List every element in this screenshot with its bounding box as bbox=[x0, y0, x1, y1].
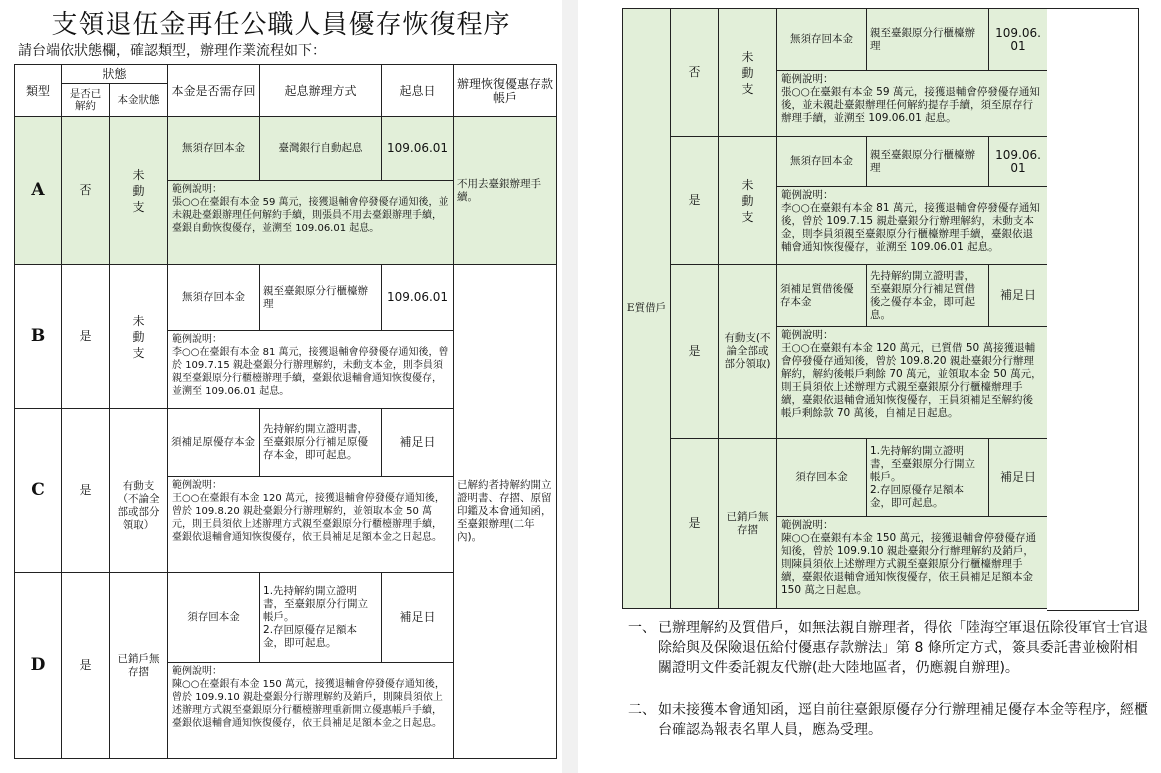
row-a-account-note: 不用去臺銀辦理手續。 bbox=[454, 117, 557, 265]
example-text: 張○○在臺銀有本金 59 萬元，接獲退輔會停發優存通知後，並未親赴臺銀辦理任何解約提存手續，須至原存行辦理手續，並溯至 109.06.01 起息。 bbox=[781, 86, 1040, 124]
row-bcd-account-note: 已解約者持解約開立證明書、存摺、原留印鑑及本會通知函，至臺銀辦理(二年內)。 bbox=[454, 265, 557, 759]
left-page bbox=[0, 0, 562, 773]
row-e3-date: 補足日 bbox=[989, 265, 1048, 327]
procedure-table bbox=[14, 64, 557, 759]
row-e3-terminated: 是 bbox=[671, 265, 719, 439]
row-e1-status: 未動支 bbox=[741, 49, 754, 96]
row-e-type: E質借戶 bbox=[623, 9, 671, 609]
row-e1-example bbox=[777, 71, 1048, 137]
row-e1-redeposit: 無須存回本金 bbox=[777, 9, 867, 71]
row-c-type: C bbox=[15, 409, 62, 573]
method-step-2: 2.存回原優存足額本金，即可起息。 bbox=[263, 624, 358, 649]
method-step-1: 1.先持解約開立證明書，至臺銀原分行開立帳戶。 bbox=[870, 445, 975, 483]
example-label: 範例說明： bbox=[172, 480, 223, 491]
row-e2-example bbox=[777, 187, 1048, 265]
note-number: 一、 bbox=[628, 620, 656, 636]
header-type: 類型 bbox=[15, 65, 62, 117]
header-terminated: 是否已解約 bbox=[62, 84, 110, 117]
example-label: 範例說明： bbox=[781, 329, 834, 341]
row-c-redeposit: 須補足原優存本金 bbox=[168, 409, 260, 477]
row-c-method: 先持解約開立證明書，至臺銀原分行補足原優存本金，即可起息。 bbox=[260, 409, 382, 477]
header-interest-date: 起息日 bbox=[382, 65, 454, 117]
row-e1-date: 109.06.01 bbox=[989, 9, 1048, 71]
header-accounts: 辦理恢復優惠存款帳戶 bbox=[454, 65, 557, 117]
row-e2-redeposit: 無須存回本金 bbox=[777, 137, 867, 187]
row-a-type: A bbox=[15, 117, 62, 265]
row-d-status: 已銷戶無存摺 bbox=[110, 573, 168, 759]
row-e4-example bbox=[777, 517, 1048, 609]
page-divider bbox=[562, 0, 578, 773]
row-e4-method bbox=[867, 439, 989, 517]
row-c-date: 補足日 bbox=[382, 409, 454, 477]
row-a-status: 未動支 bbox=[132, 167, 145, 214]
row-e1-terminated: 否 bbox=[671, 9, 719, 137]
page-title: 支領退伍金再任公職人員優存恢復程序 bbox=[51, 10, 511, 40]
example-text: 王○○在臺銀有本金 120 萬元，接獲退輔會停發優存通知後，曾於 109.8.20 親赴臺銀分行辦理解約，並領取本金 50 萬元，則王員須依上述辦理方式親至臺銀原分行櫃檯辦理手續，臺銀依退輔會通知恢復優存，依王員補足足額本金之日起息。 bbox=[172, 493, 445, 543]
row-d-date: 補足日 bbox=[382, 573, 454, 663]
row-d-redeposit: 須存回本金 bbox=[168, 573, 260, 663]
row-b-type: B bbox=[15, 265, 62, 409]
row-b-date: 109.06.01 bbox=[382, 265, 454, 331]
header-principal-status: 本金狀態 bbox=[110, 84, 168, 117]
note-text: 已辦理解約及質借戶，如無法親自辦理者，得依「陸海空軍退伍除役軍官士官退除給與及保險退伍給付優惠存款辦法」第 8 條所定方式，簽具委託書並檢附相關證明文件委託親友代辦(赴大陸地區者，仍應親自辦理)。 bbox=[658, 620, 1148, 676]
row-c-status: 有動支（不論全部或部分領取） bbox=[110, 409, 168, 573]
row-a-example bbox=[168, 181, 454, 265]
row-e2-date: 109.06.01 bbox=[989, 137, 1048, 187]
row-e3-example bbox=[777, 327, 1048, 439]
row-e4-date: 補足日 bbox=[989, 439, 1048, 517]
example-label: 範例說明： bbox=[781, 73, 834, 85]
example-label: 範例說明： bbox=[781, 189, 834, 201]
row-e3-method: 先持解約開立證明書，至臺銀原分行補足質借後之優存本金，即可起息。 bbox=[867, 265, 989, 327]
note-text: 如未接獲本會通知函，逕自前往臺銀原優存分行辦理補足優存本金等程序，經櫃台確認為報表名單人員，應為受理。 bbox=[658, 702, 1148, 738]
procedure-table-e bbox=[622, 8, 1048, 609]
row-d-example bbox=[168, 663, 454, 759]
row-b-terminated: 是 bbox=[62, 265, 110, 409]
row-e3-status: 有動支(不論全部或部分領取) bbox=[719, 265, 777, 439]
row-d-type: D bbox=[15, 573, 62, 759]
row-b-redeposit: 無須存回本金 bbox=[168, 265, 260, 331]
row-b-method: 親至臺銀原分行櫃檯辦理 bbox=[260, 265, 382, 331]
page-subtitle: 請台端依狀態欄，確認類型，辦理作業流程如下： bbox=[18, 43, 326, 59]
row-c-terminated: 是 bbox=[62, 409, 110, 573]
example-text: 陳○○在臺銀有本金 150 萬元，接獲退輔會停發優存通知後，曾於 109.9.10 親赴臺銀分行辦理解約及銷戶，則陳員須依上述辦理方式親至臺銀原分行櫃檯辦理手續，臺銀依退輔會通知恢復優存，依王員補足足額本金 150 萬之日起息。 bbox=[781, 532, 1037, 596]
method-step-1: 1.先持解約開立證明書，至臺銀原分行開立帳戶。 bbox=[263, 585, 369, 623]
row-e4-status: 已銷戶無存摺 bbox=[719, 439, 777, 609]
row-e2-terminated: 是 bbox=[671, 137, 719, 265]
row-a-terminated: 否 bbox=[62, 117, 110, 265]
row-a-date: 109.06.01 bbox=[382, 117, 454, 181]
row-b-status: 未動支 bbox=[132, 313, 145, 360]
example-text: 陳○○在臺銀有本金 150 萬元，接獲退輔會停發優存通知後，曾於 109.9.10 親赴臺銀分行辦理解約及銷戶，則陳員須依上述辦理方式親至臺銀原分行櫃檯辦理重新開立優惠帳戶手續，臺銀依退輔會通知恢復優存，依王員補足足額本金之日起息。 bbox=[172, 679, 445, 729]
header-redeposit: 本金是否需存回 bbox=[168, 65, 260, 117]
note-number: 二、 bbox=[628, 702, 656, 718]
method-step-2: 2.存回原優存足額本金，即可起息。 bbox=[870, 484, 965, 509]
row-e1-method: 親至臺銀原分行櫃檯辦理 bbox=[867, 9, 989, 71]
row-d-method bbox=[260, 573, 382, 663]
row-e2-method: 親至臺銀原分行櫃檯辦理 bbox=[867, 137, 989, 187]
note-2 bbox=[628, 700, 1148, 740]
example-text: 李○○在臺銀有本金 81 萬元，接獲退輔會停發優存通知後，曾於 109.7.15 親赴臺銀分行辦理解約，未動支本金，則李員須親至臺銀原分行櫃檯辦理手續，臺銀依退輔會通知恢復優存，並溯至 109.06.01 起息。 bbox=[172, 347, 449, 397]
row-e4-terminated: 是 bbox=[671, 439, 719, 609]
header-interest-method: 起息辦理方式 bbox=[260, 65, 382, 117]
example-label: 範例說明： bbox=[172, 666, 223, 677]
example-label: 範例說明： bbox=[172, 334, 223, 345]
example-text: 李○○在臺銀有本金 81 萬元，接獲退輔會停發優存通知後，曾於 109.7.15 親赴臺銀分行辦理解約，未動支本金，則李員須親至臺銀原分行櫃檯辦理手續，臺銀依退輔會通知恢復優存，並溯至 109.06.01 起息。 bbox=[781, 202, 1040, 253]
example-label: 範例說明： bbox=[781, 519, 834, 531]
row-b-example bbox=[168, 331, 454, 409]
row-e3-redeposit: 須補足質借後優存本金 bbox=[777, 265, 867, 327]
note-1 bbox=[628, 618, 1148, 678]
row-d-terminated: 是 bbox=[62, 573, 110, 759]
row-c-example bbox=[168, 477, 454, 573]
table-e-account-column bbox=[1047, 8, 1139, 611]
example-label: 範例說明： bbox=[172, 184, 223, 195]
example-text: 張○○在臺銀有本金 59 萬元，接獲退輔會停發優存通知後，並未親赴臺銀辦理任何解約手續，則張員不用去臺銀辦理手續，臺銀自動恢復優存，並溯至 109.06.01 起息。 bbox=[172, 197, 449, 234]
example-text: 王○○在臺銀有本金 120 萬元，已質借 50 萬接獲退輔會停發優存通知後，曾於 109.8.20 親赴臺銀分行辦理解約，解約後帳戶剩餘 70 萬元，並領取本金 50 萬元，則王員須依上述辦理方式親至臺銀原分行櫃檯辦理手續，臺銀依退輔會通知恢復優存，王員須補足至解約後帳戶剩餘款 70 萬後，自補足日起息。 bbox=[781, 342, 1042, 419]
row-e2-status: 未動支 bbox=[741, 177, 754, 224]
row-e4-redeposit: 須存回本金 bbox=[777, 439, 867, 517]
header-status: 狀態 bbox=[62, 65, 168, 84]
row-a-redeposit: 無須存回本金 bbox=[168, 117, 260, 181]
row-a-method: 臺灣銀行自動起息 bbox=[260, 117, 382, 181]
